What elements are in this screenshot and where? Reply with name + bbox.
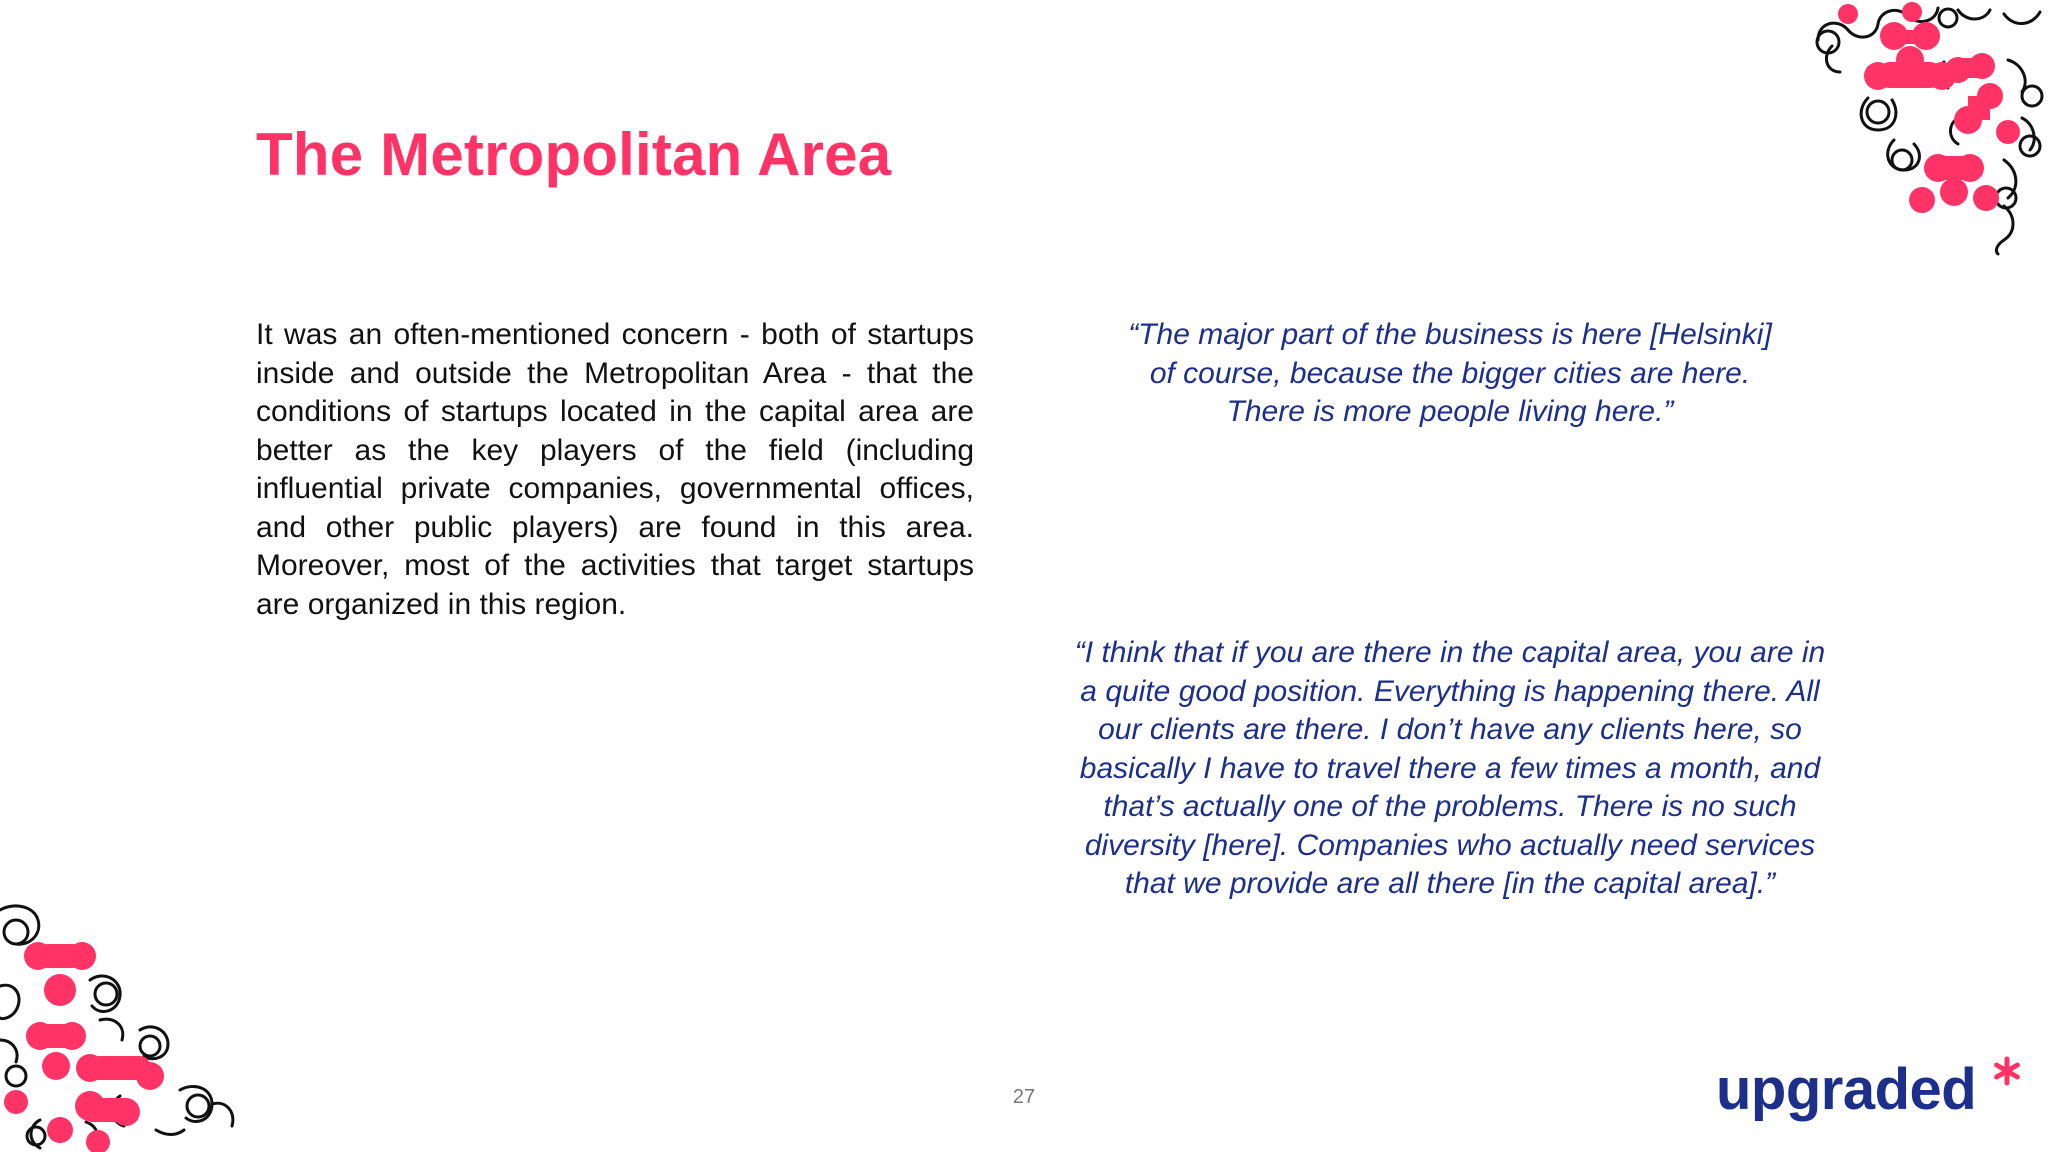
molecule-pattern-icon <box>1808 0 2048 256</box>
logo-text: upgraded <box>1716 1057 1977 1122</box>
quote-1: “The major part of the business is here [Helsinki] of course, because the bigger cities are here. There is more people living here.” <box>1128 318 1772 428</box>
quote-2: “I think that if you are there in the capital area, you are in a quite good position. Everything is happening there. All our clients are there. I don’t have any clients here, so basically I have to travel there a few times a month, and that’s actually one of the problems. There is no such diversity [here]. Companies who actually need services that we provide are all there [in the capital area].” <box>1074 636 1826 900</box>
page-number: 27 <box>1012 1086 1036 1108</box>
brand-logo <box>1716 1056 2026 1126</box>
asterisk-icon <box>1992 1056 2022 1086</box>
molecule-pattern-icon <box>0 890 240 1152</box>
page-title: The Metropolitan Area <box>256 121 892 188</box>
body-paragraph: It was an often-mentioned concern - both of startups inside and outside the Metropolitan Area - that the conditions of startups located in the capital area are better as the key players of the field (including influential private companies, governmental offices, and other public players) are found in this area. Moreover, most of the activities that target startups are organized in this region. <box>256 318 974 621</box>
